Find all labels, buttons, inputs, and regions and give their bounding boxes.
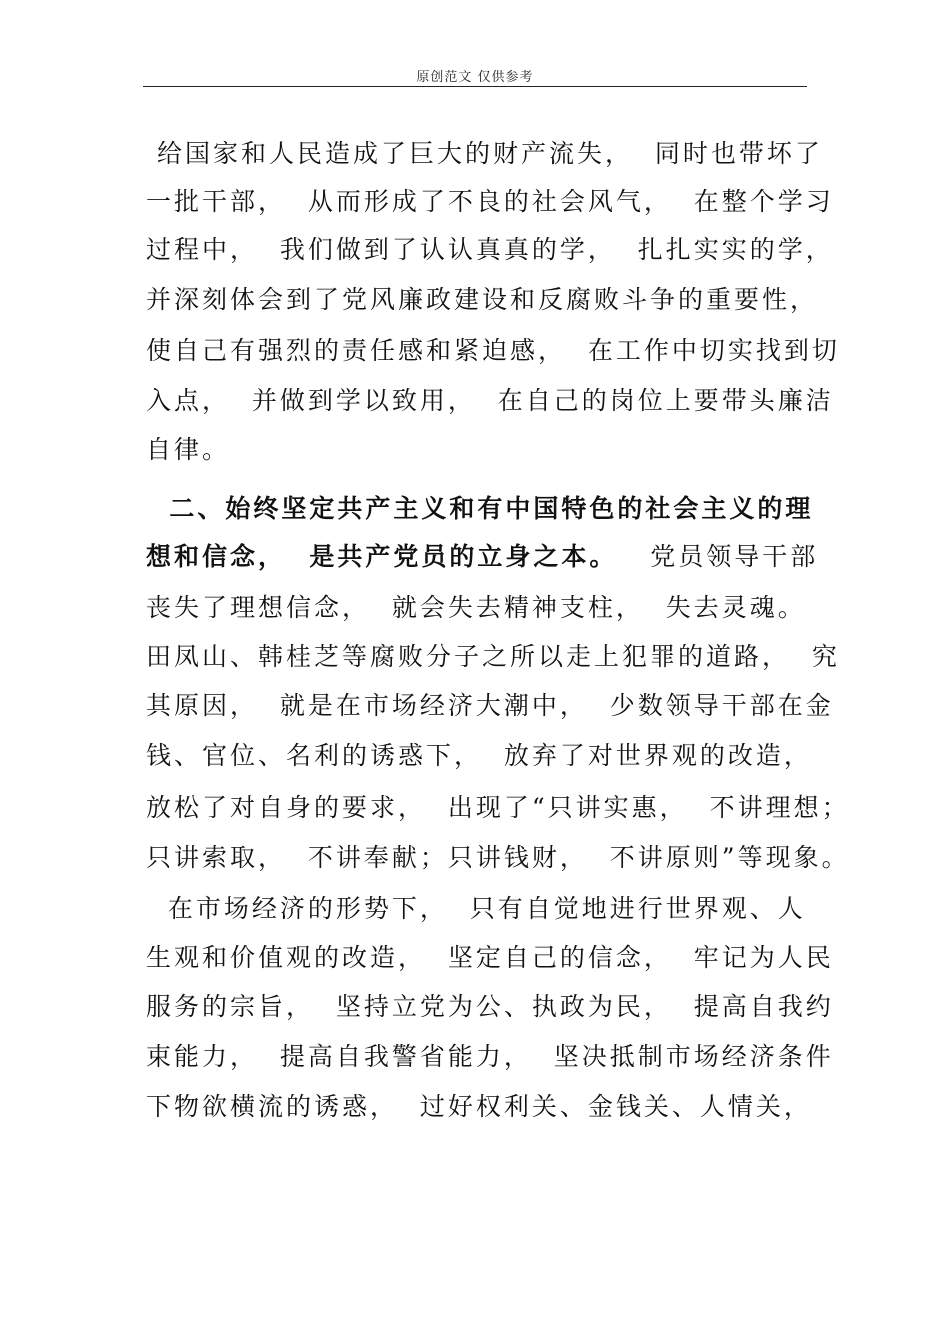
paragraph-line: 只讲索取， 不讲奉献；只讲钱财， 不讲原则”等现象。 [146,843,850,872]
paragraph-line: 钱、官位、名利的诱惑下， 放弃了对世界观的改造， [146,741,812,770]
paragraph-line: 其原因， 就是在市场经济大潮中， 少数领导干部在金 [146,691,834,720]
paragraph-line: 丧失了理想信念， 就会失去精神支柱， 失去灵魂。 [146,593,806,622]
paragraph-line: 田凤山、韩桂芝等腐败分子之所以走上犯罪的道路， 究 [146,642,840,671]
paragraph-line: 自律。 [146,435,231,464]
paragraph-line: 并深刻体会到了党风廉政建设和反腐败斗争的重要性， [146,285,819,314]
paragraph-line: 过程中， 我们做到了认认真真的学， 扎扎实实的学， [146,235,834,264]
paragraph-line: 下物欲横流的诱惑， 过好权利关、金钱关、人情关， [146,1092,812,1121]
page-header [143,60,807,87]
section-heading-line [146,539,818,575]
paragraph-line: 使自己有强烈的责任感和紧迫感， 在工作中切实找到切 [146,336,840,365]
paragraph-text: 党员领导干部 [617,542,819,571]
section-heading-continued: 想和信念， 是共产党员的立身之本。 [146,542,618,571]
header-text: 原创范文 仅供参考 [416,70,534,85]
paragraph-line: 放松了对自身的要求， 出现了“只讲实惠， 不讲理想； [146,793,850,822]
paragraph-line: 入点， 并做到学以致用， 在自己的岗位上要带头廉洁 [146,386,834,415]
section-heading: 二、始终坚定共产主义和有中国特色的社会主义的理 [146,494,814,523]
paragraph-line: 给国家和人民造成了巨大的财产流失， 同时也带坏了 [146,139,823,168]
paragraph-line: 束能力， 提高自我警省能力， 坚决抵制市场经济条件 [146,1042,834,1071]
paragraph-line: 一批干部， 从而形成了不良的社会风气， 在整个学习 [146,187,834,216]
paragraph-line: 生观和价值观的改造， 坚定自己的信念， 牢记为人民 [146,943,834,972]
paragraph-line: 在市场经济的形势下， 只有自觉地进行世界观、人 [146,894,806,923]
paragraph-line: 服务的宗旨， 坚持立党为公、执政为民， 提高自我约 [146,992,834,1021]
